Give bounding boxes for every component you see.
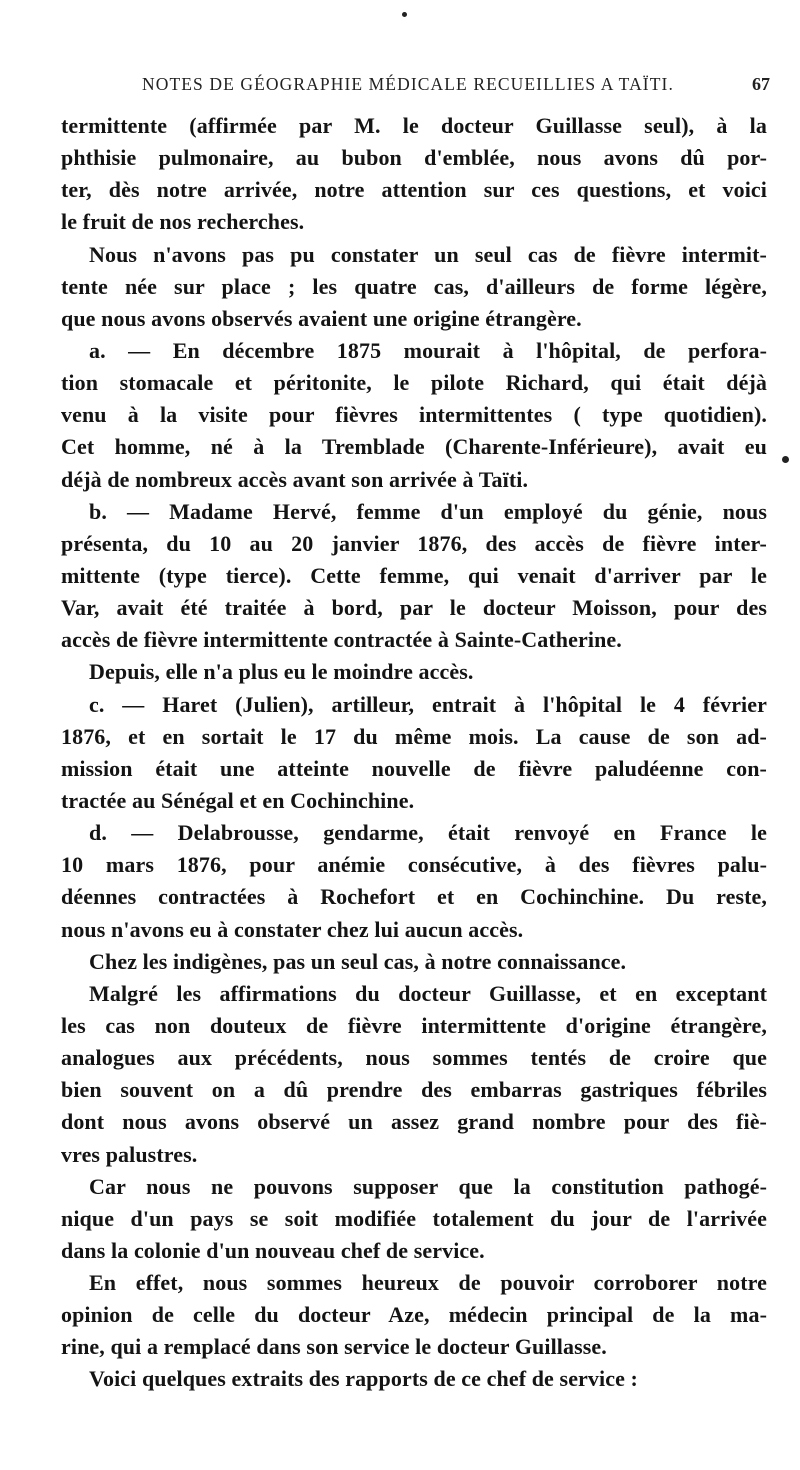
- text-line: phthisie pulmonaire, au bubon d'emblée, nous avons dû por-: [61, 145, 767, 171]
- ink-speck-margin: [782, 456, 789, 463]
- text-line: rine, qui a remplacé dans son service le docteur Guillasse.: [61, 1334, 607, 1360]
- text-line: Depuis, elle n'a plus eu le moindre accès.: [89, 659, 474, 685]
- text-line: venu à la visite pour fièvres intermittentes ( type quotidien).: [61, 402, 767, 428]
- text-line: les cas non douteux de fièvre intermittente d'origine étrangère,: [61, 1012, 767, 1038]
- running-header: [60, 74, 770, 104]
- text-line: Cet homme, né à la Tremblade (Charente-Inférieure), avait eu: [61, 434, 767, 460]
- text-line: b. — Madame Hervé, femme d'un employé du génie, nous: [89, 498, 767, 524]
- text-line: dans la colonie d'un nouveau chef de service.: [61, 1237, 485, 1263]
- text-line: bien souvent on a dû prendre des embarras gastriques fébriles: [61, 1077, 767, 1103]
- text-line: Nous n'avons pas pu constater un seul cas de fièvre intermit-: [89, 241, 767, 267]
- text-line: a. — En décembre 1875 mourait à l'hôpital, de perfora-: [89, 337, 767, 363]
- text-line: tion stomacale et péritonite, le pilote Richard, qui était déjà: [61, 370, 767, 396]
- page-number: 67: [752, 74, 770, 94]
- text-line: accès de fièvre intermittente contractée à Sainte-Catherine.: [61, 627, 622, 653]
- text-line: c. — Haret (Julien), artilleur, entrait à l'hôpital le 4 février: [89, 691, 767, 717]
- text-line: tente née sur place ; les quatre cas, d'ailleurs de forme légère,: [61, 273, 767, 299]
- text-line: opinion de celle du docteur Aze, médecin principal de la ma-: [61, 1302, 767, 1328]
- text-line: termittente (affirmée par M. le docteur Guillasse seul), à la: [61, 113, 767, 138]
- ink-speck-top: [402, 12, 407, 17]
- text-line: Voici quelques extraits des rapports de ce chef de service :: [89, 1366, 638, 1392]
- text-line: nous n'avons eu à constater chez lui aucun accès.: [61, 916, 524, 942]
- running-title: NOTES DE GÉOGRAPHIE MÉDICALE RECUEILLIES A TAÏTI.: [142, 74, 674, 94]
- text-line: Malgré les affirmations du docteur Guillasse, et en exceptant: [89, 980, 767, 1006]
- text-line: d. — Delabrousse, gendarme, était renvoyé en France le: [89, 820, 767, 846]
- text-line: mission était une atteinte nouvelle de fièvre paludéenne con-: [61, 755, 767, 781]
- text-line: vres palustres.: [61, 1141, 198, 1167]
- text-line: mittente (type tierce). Cette femme, qui venait d'arriver par le: [61, 562, 767, 588]
- text-line: analogues aux précédents, nous sommes tentés de croire que: [61, 1045, 767, 1071]
- text-line: que nous avons observés avaient une origine étrangère.: [61, 305, 582, 331]
- text-line: tractée au Sénégal et en Cochinchine.: [61, 787, 415, 813]
- text-line: présenta, du 10 au 20 janvier 1876, des accès de fièvre inter-: [61, 530, 767, 556]
- text-line: Chez les indigènes, pas un seul cas, à notre connaissance.: [89, 948, 627, 974]
- text-line: le fruit de nos recherches.: [61, 209, 305, 235]
- text-line: dont nous avons observé un assez grand nombre pour des fiè-: [61, 1109, 767, 1135]
- text-line: Var, avait été traitée à bord, par le docteur Moisson, pour des: [61, 595, 767, 621]
- text-line: nique d'un pays se soit modifiée totalement du jour de l'arrivée: [61, 1205, 767, 1231]
- text-line: En effet, nous sommes heureux de pouvoir corroborer notre: [89, 1270, 767, 1296]
- text-line: 10 mars 1876, pour anémie consécutive, à des fièvres palu-: [61, 852, 767, 878]
- text-line: déennes contractées à Rochefort et en Cochinchine. Du reste,: [61, 884, 767, 910]
- text-line: déjà de nombreux accès avant son arrivée à Taïti.: [61, 466, 529, 492]
- body-text: [61, 110, 767, 1396]
- text-line: ter, dès notre arrivée, notre attention sur ces questions, et voici: [61, 177, 767, 203]
- text-line: 1876, et en sortait le 17 du même mois. La cause de son ad-: [61, 723, 767, 749]
- text-line: Car nous ne pouvons supposer que la constitution pathogé-: [89, 1173, 767, 1199]
